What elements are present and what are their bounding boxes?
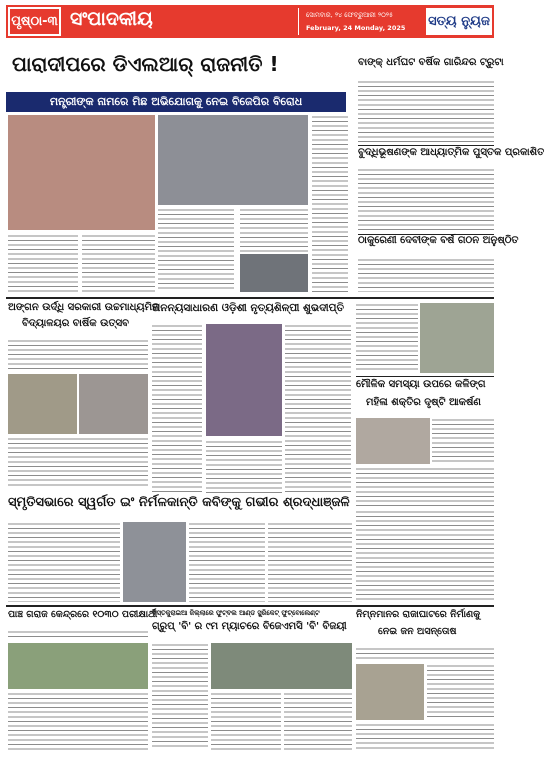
lead-headline: ପାରାଦୀପରେ ଡିଏଲଆର୍ ରାଜନୀତି !	[12, 52, 279, 76]
exam-body-top	[8, 630, 148, 640]
school-body-bottom	[8, 437, 148, 489]
women-top-body	[356, 303, 418, 373]
match-headline: ଗ୍ରୁପ୍ 'ବି' ର ୯ମ ମ୍ୟାଚରେ ବିଜେଏମସି 'ବି' ବିଜୟୀ	[152, 621, 347, 632]
section-title: ସଂପାଦକୀୟ	[70, 8, 153, 30]
school-headline-line1: ଅଙ୍ଗନ ଉର୍ଦ୍ଧି ସରକାରୀ ଉଚ୍ଚମାଧ୍ୟମିକ	[8, 302, 160, 313]
women-headline-2: ମହିଳା ଶକ୍ତିର ଦୃଷ୍ଟି ଆକର୍ଷଣ	[366, 397, 481, 408]
right-story1-body	[358, 80, 494, 142]
dancer-body-left	[152, 324, 202, 494]
lead-body-col1	[8, 234, 78, 292]
tribute-photo	[123, 522, 186, 602]
right-lower-body	[356, 510, 494, 602]
right-story1-headline: ବାଙ୍କ୍ ଧର୍ମଘଟ ବର୍ଷିକ ଗାରିନ୍ଦର ଟ୍ରୁଟା	[358, 57, 504, 68]
lead-photo-gathering	[158, 115, 308, 205]
page-number: ପୃଷ୍ଠା-୩	[11, 13, 58, 29]
tribute-body-col3	[268, 522, 352, 602]
exam-body	[8, 692, 148, 750]
school-photo-stage	[8, 374, 77, 434]
school-body-top	[8, 339, 148, 371]
lead-subhead-band	[6, 92, 346, 112]
dancer-headline: ଅନନ୍ୟସାଧାରଣ ଓଡ଼ିଶୀ ନୃତ୍ୟଶିଳ୍ପୀ ଶୁଭଦୀପ୍ତି	[152, 302, 344, 314]
lead-subhead: ମନ୍ତ୍ରୀଙ୍କ ନାମରେ ମିଛ ଅଭିଯୋଗକୁ ନେଇ ବିଜେପିର ବିରୋଧ	[49, 95, 303, 109]
right-story3-headline: ଠାକୁରେଣୀ ଦେବୀଙ୍କ ବର୍ଷ ଗଠନ ଅନୁଷ୍ଠିତ	[358, 235, 519, 246]
masthead-bar	[6, 5, 494, 38]
dancer-body-under-photo	[206, 440, 282, 494]
match-body-under-photo	[211, 692, 281, 750]
lead-body-col3	[158, 208, 234, 292]
right-story2-body	[358, 168, 494, 232]
section-divider-top	[6, 297, 494, 299]
tribute-headline: ସ୍ମୃତିସଭାରେ ସ୍ୱର୍ଗତ ଇଂ ନିର୍ମଳକାନ୍ତି କବିଙ୍କୁ ଗଭୀର ଶ୍ରଦ୍ଧାଞ୍ଜଳି	[8, 495, 350, 510]
tribute-body-col1	[8, 522, 120, 602]
dancer-body-right	[285, 324, 351, 494]
women-body	[356, 467, 494, 507]
match-kicker: କିସ୍ତକୁରାଇଆ ଜିଲ୍ଲାରେ ଫୁଟ୍ବଲ ଆଣ୍ଡ ସ୍କ୍ରିକେଟ୍ ଫୁଟ୍ବୋଲେଣ୍ଟ	[152, 609, 320, 617]
women-top-photo	[420, 303, 494, 373]
school-headline-line2: ବିଦ୍ୟାଳୟର ବାର୍ଷିକ ଉତ୍ସବ	[22, 318, 129, 329]
lead-body-col4	[240, 208, 308, 252]
page-number-box	[8, 7, 61, 36]
match-body-left	[152, 643, 208, 750]
road-body-bottom	[356, 723, 494, 750]
section-divider-bottom	[6, 605, 494, 607]
mid-right-divider	[356, 376, 494, 377]
exam-photo	[8, 643, 148, 689]
school-photo-audience	[79, 374, 148, 434]
road-photo	[356, 664, 424, 720]
masthead-divider	[298, 8, 299, 35]
lead-photo-protest-2	[240, 254, 308, 292]
issue-date-odia: ସୋମବାର, ୨୪ ଫେବ୍ରୁଆରୀ ୨୦୨୫	[306, 11, 394, 19]
women-meeting-photo	[356, 418, 430, 464]
road-headline-line2: ନେଇ ଜନ ଅସନ୍ତୋଷ	[378, 626, 457, 637]
brand-logo-box	[426, 8, 492, 35]
issue-date-english: February, 24 Monday, 2025	[306, 24, 406, 32]
dancer-photo	[206, 324, 282, 436]
women-side-body	[432, 418, 494, 464]
match-body-right	[284, 692, 352, 750]
road-headline-line1: ନିମ୍ନମାନର ରାଜାଘାଟରେ ନିର୍ମାଣକୁ	[356, 609, 481, 620]
women-headline-1: ମୌଳିକ ସମସ୍ୟା ଉପରେ କଳିଙ୍ଗ	[356, 379, 486, 390]
right-story2-headline: ବୁଦ୍ଧିଭୂଷଣଙ୍କ ଆଧ୍ୟାତ୍ମିକ ପୁସ୍ତକ ପ୍ରକାଶିତ	[358, 147, 544, 158]
right-divider-1	[358, 145, 494, 146]
brand-logo: ସତ୍ୟ ନ୍ୟୁଜ	[428, 13, 490, 29]
road-body-top	[356, 647, 494, 661]
right-story3-body	[358, 258, 494, 292]
tribute-body-col2	[189, 522, 265, 602]
road-body-side	[427, 664, 494, 720]
lead-photo-protest	[8, 115, 155, 230]
lead-body-col2	[82, 234, 155, 292]
exam-headline: ପାଞ୍ଚ ଗରାଜ କେନ୍ଦ୍ରରେ ୧୦୩୦ ପରୀକ୍ଷାର୍ଥୀ	[8, 609, 158, 620]
match-team-photo	[211, 643, 352, 689]
lead-body-col5	[312, 115, 348, 292]
